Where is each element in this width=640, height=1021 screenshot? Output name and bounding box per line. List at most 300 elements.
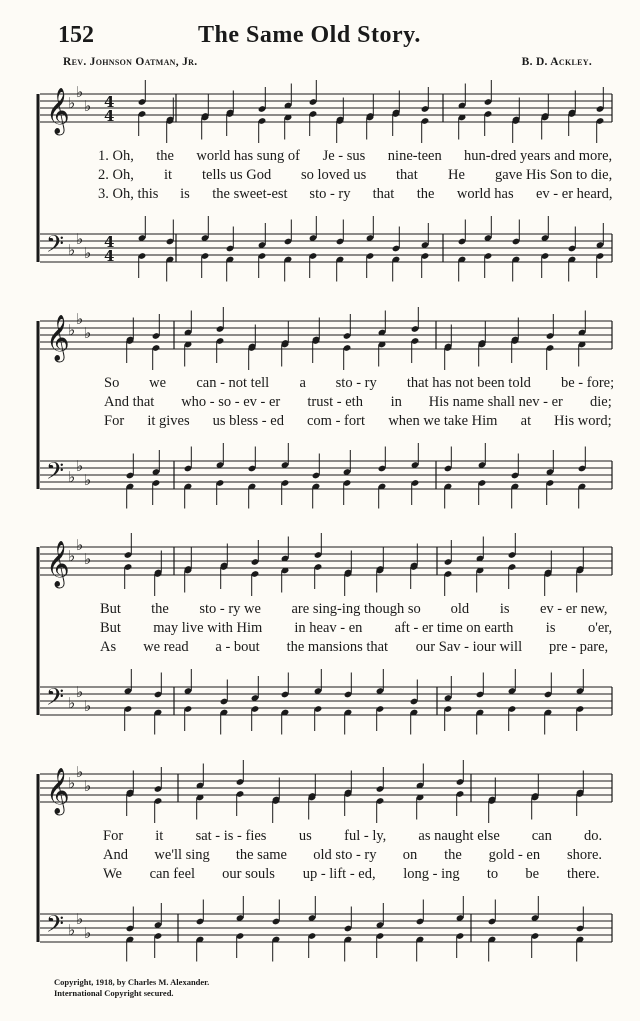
copyright-notice [54, 977, 209, 999]
note [184, 311, 193, 337]
note [309, 110, 318, 136]
note [392, 110, 401, 136]
note [226, 227, 235, 253]
note [458, 114, 467, 140]
note [220, 563, 229, 589]
flat-icon: ♭ [76, 910, 84, 928]
note [343, 344, 352, 370]
lyric-segment: the mansions that [286, 639, 389, 655]
note [152, 314, 161, 340]
note [596, 252, 605, 278]
music-system [0, 536, 640, 781]
note [576, 790, 585, 816]
note [378, 341, 387, 367]
lyric-segment: o'er, [588, 620, 613, 636]
lyric-segment: shore. [567, 847, 603, 863]
note [216, 479, 225, 505]
lyric-segment: be [525, 866, 540, 882]
note [576, 567, 585, 593]
note [366, 114, 375, 140]
lyric-segment: For [104, 413, 125, 429]
lyric-segment: But [100, 601, 121, 617]
note [126, 936, 135, 962]
note [421, 117, 430, 143]
note [541, 252, 550, 278]
treble-staff [40, 763, 612, 816]
note [416, 764, 425, 790]
note [476, 709, 485, 735]
flat-icon: ♭ [68, 921, 76, 939]
lyric-segment: the sweet-est [212, 186, 288, 202]
lyric-segment: we [149, 375, 167, 391]
lyric-segment: is [545, 620, 556, 636]
note [478, 443, 487, 469]
lyric-segment: may live with Him [153, 620, 263, 636]
note [236, 932, 245, 958]
lyric-segment: can feel [149, 866, 196, 882]
note [308, 794, 317, 820]
note [488, 900, 497, 926]
note [392, 256, 401, 282]
staff-system [0, 763, 640, 1008]
note [138, 252, 147, 278]
note [154, 932, 163, 958]
note [166, 117, 175, 143]
note [546, 479, 555, 505]
note [201, 114, 210, 140]
staff-system [0, 83, 640, 328]
treble-staff [40, 83, 612, 136]
note [378, 311, 387, 337]
lyric-segment: when we take Him [388, 413, 498, 429]
lyric-segment: gave His Son to die, [495, 167, 613, 183]
note [201, 252, 210, 278]
note [272, 936, 281, 962]
note [392, 227, 401, 253]
note [343, 479, 352, 505]
note [421, 87, 430, 113]
note [476, 567, 485, 593]
note [421, 223, 430, 249]
note [568, 227, 577, 253]
note [216, 337, 225, 363]
lyric-segment: do. [584, 828, 603, 844]
lyric-segment: world has sung of [196, 148, 300, 164]
note [344, 936, 353, 962]
note [578, 447, 587, 473]
lyric-segment: that [396, 167, 418, 183]
note [336, 117, 345, 143]
lyric-segment: 1. Oh, [98, 148, 134, 164]
note [416, 900, 425, 926]
lyric-segment: sat - is - fies [195, 828, 267, 844]
note [281, 479, 290, 505]
note [281, 537, 290, 563]
note [314, 705, 323, 731]
treble-clef-icon: 𝄞 [46, 541, 70, 587]
note [478, 479, 487, 505]
note [284, 114, 293, 140]
note [248, 344, 257, 370]
note [576, 907, 585, 933]
hymn-header [0, 0, 640, 80]
lyric-segment: die; [590, 394, 612, 410]
lyric-segment: ful - ly, [344, 828, 387, 844]
note [576, 705, 585, 731]
lyric-segment: we'll sing [154, 847, 210, 863]
lyric-segment: hun-dred years and more, [464, 148, 613, 164]
flat-icon: ♭ [76, 457, 84, 475]
note [258, 252, 267, 278]
note [411, 337, 420, 363]
note [511, 483, 520, 509]
lyric-segment: is [499, 601, 510, 617]
lyric-segment: be - fore; [561, 375, 615, 391]
note [281, 709, 290, 735]
note [344, 907, 353, 933]
bass-clef-icon: 𝄢 [46, 230, 65, 263]
flat-icon: ♭ [68, 241, 76, 259]
note [248, 483, 257, 509]
flat-icon: ♭ [68, 468, 76, 486]
note [596, 223, 605, 249]
treble-clef-icon: 𝄞 [46, 315, 70, 361]
note [308, 932, 317, 958]
time-signature: 4 [104, 247, 115, 265]
note [184, 341, 193, 367]
lyric-segment: His name shall nev - er [428, 394, 563, 410]
note [411, 443, 420, 469]
lyric-segment: to [486, 866, 499, 882]
time-signature: 4 [104, 107, 115, 125]
note [312, 337, 321, 363]
note [444, 705, 453, 731]
note [124, 705, 133, 731]
note [154, 797, 163, 823]
note [184, 483, 193, 509]
note [416, 936, 425, 962]
lyric-segment: pre - pare, [549, 639, 609, 655]
note [484, 216, 493, 242]
lyric-segment: our Sav - iour will [415, 639, 523, 655]
note [154, 709, 163, 735]
lyric-segment: at [520, 413, 532, 429]
flat-icon: ♭ [84, 777, 92, 795]
note [308, 896, 317, 922]
lyric-segment: We [103, 866, 122, 882]
lyric-segment: ev - er heard, [536, 186, 613, 202]
note [546, 314, 555, 340]
lyric-line [0, 639, 640, 659]
note [196, 900, 205, 926]
lyric-segment: So [104, 375, 120, 391]
note [411, 479, 420, 505]
note [511, 337, 520, 363]
lyric-segment: in heav - en [294, 620, 363, 636]
flat-icon: ♭ [84, 97, 92, 115]
note [154, 570, 163, 596]
note [410, 563, 419, 589]
note [456, 790, 465, 816]
note [544, 709, 553, 735]
lyric-segment: in [390, 394, 402, 410]
note [444, 483, 453, 509]
note [531, 896, 540, 922]
note [309, 216, 318, 242]
note [508, 669, 517, 695]
note [124, 669, 133, 695]
note [376, 932, 385, 958]
lyric-segment: it [155, 828, 164, 844]
lyric-line [0, 375, 640, 395]
note [344, 709, 353, 735]
note [258, 87, 267, 113]
note [444, 570, 453, 596]
note [220, 680, 229, 706]
copyright-line: Copyright, 1918, by Charles M. Alexander. [54, 977, 210, 987]
lyric-segment: gold - en [488, 847, 541, 863]
note [336, 220, 345, 246]
note [126, 337, 135, 363]
note [508, 705, 517, 731]
note [196, 794, 205, 820]
treble-staff [40, 310, 612, 363]
international-copyright-line: International Copyright secured. [54, 988, 174, 998]
note [124, 563, 133, 589]
lyric-segment: the [156, 148, 174, 164]
lyric-segment: up - lift - ed, [302, 866, 376, 882]
note [410, 680, 419, 706]
note [568, 256, 577, 282]
note [184, 669, 193, 695]
lyric-segment: nine-teen [387, 148, 442, 164]
note [410, 709, 419, 735]
note [511, 454, 520, 480]
note [376, 705, 385, 731]
note [216, 443, 225, 469]
note [343, 314, 352, 340]
lyric-segment: sto - ry [309, 186, 351, 202]
flat-icon: ♭ [68, 774, 76, 792]
composer-credit: B. D. Ackley. [521, 56, 592, 68]
bass-staff [40, 910, 612, 943]
note [196, 936, 205, 962]
note [376, 903, 385, 929]
lyric-segment: 3. Oh, this [98, 186, 159, 202]
note [343, 450, 352, 476]
note [154, 767, 163, 793]
note [226, 110, 235, 136]
note [258, 223, 267, 249]
music-system [0, 763, 640, 1008]
lyric-segment: our souls [222, 866, 275, 882]
note [546, 450, 555, 476]
lyric-line [0, 413, 640, 433]
note [251, 540, 260, 566]
note [138, 216, 147, 242]
staff-system [0, 310, 640, 555]
lyric-segment: long - ing [403, 866, 460, 882]
lyric-segment: He [448, 167, 465, 183]
note [309, 252, 318, 278]
note [476, 537, 485, 563]
hymn-number: 152 [58, 22, 94, 48]
note [272, 797, 281, 823]
lyric-line [0, 620, 640, 640]
note [152, 344, 161, 370]
note [126, 907, 135, 933]
lyric-segment: us [298, 828, 312, 844]
note [281, 567, 290, 593]
lyric-segment: His word; [554, 413, 612, 429]
note [478, 341, 487, 367]
note [376, 797, 385, 823]
flat-icon: ♭ [76, 83, 84, 101]
lyric-segment: that has not been told [406, 375, 531, 391]
note [248, 447, 257, 473]
note [568, 110, 577, 136]
note [458, 256, 467, 282]
note [476, 673, 485, 699]
note [416, 794, 425, 820]
flat-icon: ♭ [68, 694, 76, 712]
treble-staff [40, 536, 612, 589]
note [366, 216, 375, 242]
flat-icon: ♭ [68, 321, 76, 339]
note [378, 447, 387, 473]
note [314, 669, 323, 695]
note [184, 447, 193, 473]
note [531, 932, 540, 958]
note [578, 311, 587, 337]
note [184, 567, 193, 593]
lyric-segment: we read [143, 639, 189, 655]
note [281, 673, 290, 699]
lyric-segment: tells us God [202, 167, 272, 183]
lyric-segment: can - not tell [196, 375, 270, 391]
bass-clef-icon: 𝄢 [46, 910, 65, 943]
note [366, 252, 375, 278]
lyric-segment: as naught else [418, 828, 500, 844]
note [152, 479, 161, 505]
note [544, 673, 553, 699]
lyric-segment: the same [235, 847, 287, 863]
lyric-line [0, 167, 640, 187]
note [284, 84, 293, 110]
lyric-segment: the [416, 186, 435, 202]
note [544, 570, 553, 596]
lyric-segment: And that [104, 394, 155, 410]
note [154, 903, 163, 929]
lyric-segment: old sto - ry [313, 847, 377, 863]
lyric-segment: who - so - ev - er [181, 394, 281, 410]
lyric-line [0, 394, 640, 414]
note [312, 454, 321, 480]
flat-icon: ♭ [76, 763, 84, 781]
lyric-line [0, 186, 640, 206]
note [546, 344, 555, 370]
note [184, 705, 193, 731]
note [444, 676, 453, 702]
lyric-segment: so loved us [301, 167, 367, 183]
lyric-segment: For [103, 828, 124, 844]
note [376, 767, 385, 793]
note [378, 483, 387, 509]
note [236, 896, 245, 922]
note [281, 341, 290, 367]
lyric-segment: the [151, 601, 169, 617]
lyricist-credit: Rev. Johnson Oatman, Jr. [63, 56, 198, 68]
note [126, 790, 135, 816]
lyric-segment: Je - sus [322, 148, 366, 164]
note [236, 790, 245, 816]
flat-icon: ♭ [76, 536, 84, 554]
lyric-line [0, 866, 640, 886]
music-system [0, 83, 640, 328]
lyric-segment: are sing-ing though so [291, 601, 421, 617]
flat-icon: ♭ [84, 550, 92, 568]
treble-clef-icon: 𝄞 [46, 88, 70, 134]
note [484, 252, 493, 278]
flat-icon: ♭ [76, 230, 84, 248]
bass-staff [40, 457, 612, 490]
note [138, 80, 147, 106]
lyric-segment: it gives [147, 413, 190, 429]
flat-icon: ♭ [76, 310, 84, 328]
bass-staff [40, 230, 612, 263]
note [166, 256, 175, 282]
lyric-segment: there. [567, 866, 600, 882]
note [578, 483, 587, 509]
flat-icon: ♭ [68, 547, 76, 565]
note [336, 256, 345, 282]
note [531, 794, 540, 820]
note [512, 117, 521, 143]
note [512, 220, 521, 246]
note [541, 216, 550, 242]
note [488, 936, 497, 962]
lyric-segment: a - bout [215, 639, 260, 655]
lyric-segment: can [531, 828, 552, 844]
note [576, 936, 585, 962]
lyric-line [0, 847, 640, 867]
note [576, 669, 585, 695]
note [251, 570, 260, 596]
note [201, 216, 210, 242]
note [458, 84, 467, 110]
lyric-segment: us bless - ed [212, 413, 284, 429]
flat-icon: ♭ [76, 683, 84, 701]
note [444, 344, 453, 370]
bass-clef-icon: 𝄢 [46, 683, 65, 716]
flat-icon: ♭ [84, 697, 92, 715]
note [152, 450, 161, 476]
note [541, 114, 550, 140]
note [312, 483, 321, 509]
note [512, 256, 521, 282]
lyric-segment: 2. Oh, [98, 167, 134, 183]
lyric-segment: that [372, 186, 395, 202]
note [166, 220, 175, 246]
note [458, 220, 467, 246]
lyric-segment: com - fort [307, 413, 365, 429]
music-system [0, 310, 640, 555]
note [596, 87, 605, 113]
note [226, 256, 235, 282]
note [578, 341, 587, 367]
lyric-segment: trust - eth [307, 394, 363, 410]
time-signature: 4 [104, 233, 115, 251]
